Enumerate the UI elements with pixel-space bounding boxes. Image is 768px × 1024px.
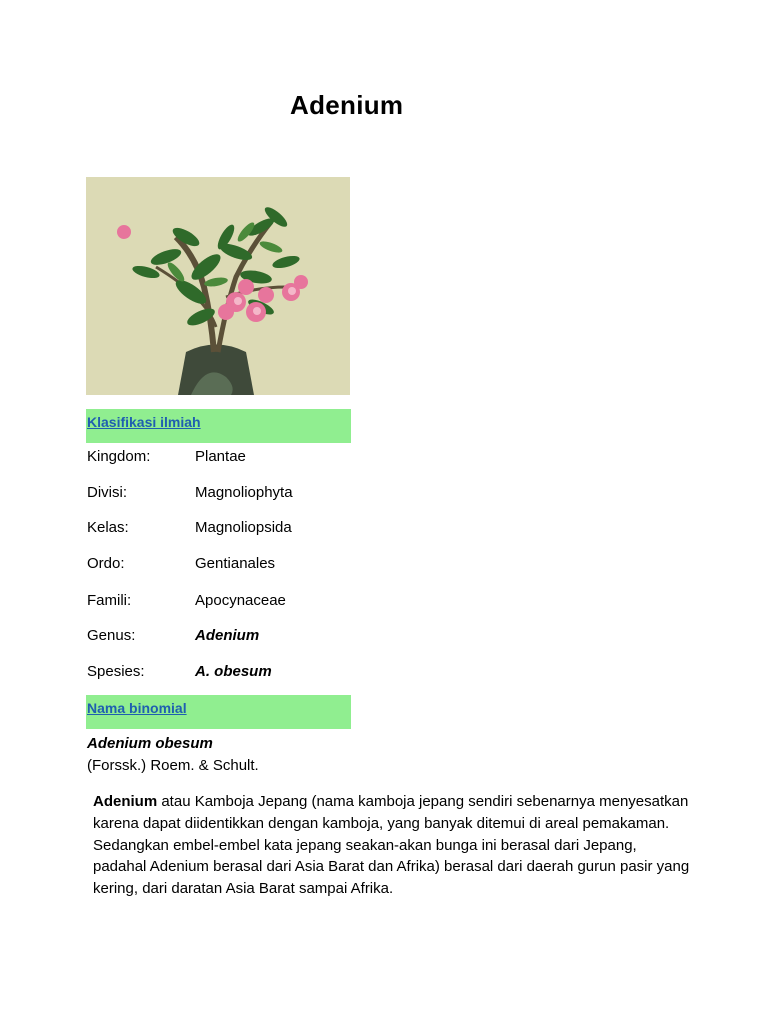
row-value: Magnoliopsida [195,519,292,536]
row-ordo [87,555,387,577]
row-value: Apocynaceae [195,592,286,609]
row-label: Divisi: [87,484,127,501]
row-value: Adenium [195,627,260,644]
description-lead: Adenium [93,793,158,810]
classification-header [86,409,351,443]
row-label: Famili: [87,592,132,609]
binomial-name: Adenium obesum [87,735,213,752]
row-value: A. obesum [195,663,272,680]
row-label: Kelas: [87,519,129,536]
row-value: Plantae [195,448,246,465]
row-label: Kingdom: [87,448,151,465]
row-famili [87,592,387,614]
binomial-link[interactable]: Nama binomial [87,700,187,716]
row-kelas [87,519,387,541]
row-spesies [87,663,387,685]
row-label: Genus: [87,627,136,644]
row-divisi [87,484,387,506]
row-genus [87,627,387,649]
description-text: atau Kamboja Jepang (nama kamboja jepang sendiri sebenarnya menyesatkan karena dapat diidentikkan dengan kamboja, yang banyak ditemui di areal pemakaman. Sedangkan embel-embel kata jepang seakan-akan bunga ini berasal dari Jepang, padahal Adenium berasal dari Asia Barat dan Afrika) berasal dari daerah gurun pasir yang kering, dari daratan Asia Barat sampai Afrika. [93,793,690,898]
row-kingdom [87,448,387,470]
adenium-photo [86,177,350,395]
binomial-header [86,695,351,729]
page-title: Adenium [290,90,404,120]
description-paragraph [93,791,693,900]
classification-link[interactable]: Klasifikasi ilmiah [87,414,201,430]
row-label: Spesies: [87,663,145,680]
row-value: Gentianales [195,555,276,572]
row-value: Magnoliophyta [195,484,293,501]
binomial-author: (Forssk.) Roem. & Schult. [87,757,259,774]
row-label: Ordo: [87,555,125,572]
